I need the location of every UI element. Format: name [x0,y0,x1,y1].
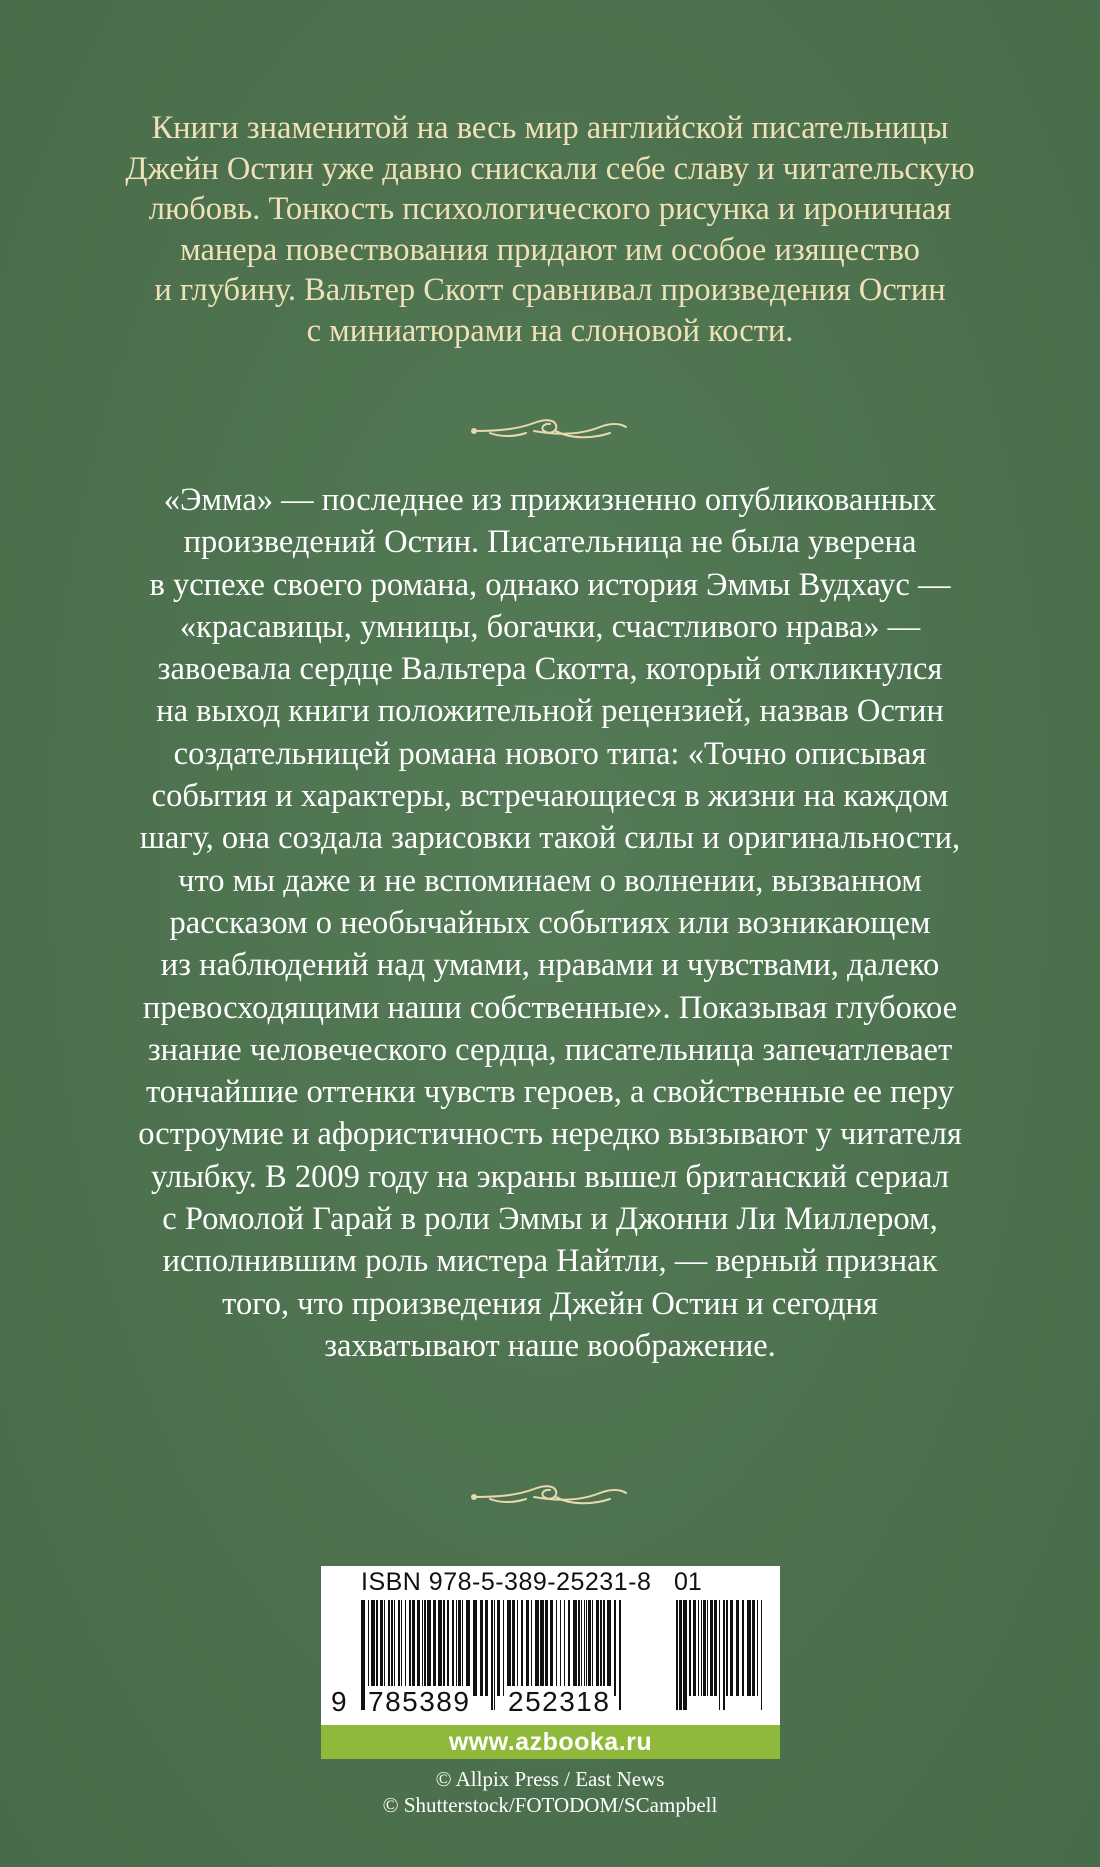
isbn-label: ISBN 978-5-389-25231-8 [361,1568,652,1596]
barcode-bar [689,1600,691,1696]
description-paragraph [0,479,1100,1367]
barcode-bar [560,1600,561,1696]
publisher-url: www.azbooka.ru [321,1725,780,1759]
flourish-divider-icon [470,411,630,445]
barcode-bar [380,1600,383,1696]
intro-line: Джейн Остин уже давно снискали себе славу и читательскую [125,150,975,187]
barcode-bar [427,1600,431,1696]
barcode-bar [424,1600,426,1696]
barcode-bar [714,1600,717,1696]
description-line: рассказом о необычайных событиях или возникающем [169,904,931,941]
barcode-bar [485,1600,488,1696]
barcode-digits [327,1686,657,1722]
barcode-bar [726,1600,728,1696]
barcode-bar [757,1600,758,1696]
barcode-bar [521,1600,523,1696]
barcode-bar [581,1600,582,1696]
barcode-bar [391,1600,393,1696]
barcode-bar [456,1600,457,1696]
barcode-bar [693,1600,696,1696]
barcode-bar [384,1600,385,1696]
barcode-bar [507,1600,511,1696]
barcode-bar [596,1600,599,1696]
flourish-divider-icon [470,1477,630,1511]
barcode-bar [723,1600,725,1710]
description-line: завоевала сердце Вальтера Скотта, который откликнулся [157,651,943,688]
intro-line: и глубину. Вальтер Скотт сравнивал произведения Остин [154,272,946,308]
barcode-bar [614,1600,616,1696]
description-line: улыбку. В 2009 году на экраны вышел британский сериал [151,1158,949,1195]
description-line: исполнившим роль мистера Найтли, — верный признак [162,1243,938,1280]
barcode-digit-group-2: 252318 [505,1686,613,1718]
intro-line: манера повествования придают им особое изящество [180,231,920,268]
credit-line: © Allpix Press / East News [435,1767,665,1791]
barcode-bar [443,1600,445,1696]
barcode-addon-label: 01 [674,1568,702,1596]
barcode-bar [388,1600,390,1696]
description-line: «Эмма» — последнее из прижизненно опубликованных [163,482,937,518]
description-line: тончайшие оттенки чувств героев, а свойственные ее перу [146,1074,954,1111]
description-line: из наблюдений над умами, нравами и чувствами, далеко [160,947,940,984]
barcode-bar [603,1600,605,1696]
barcode-bar [394,1600,395,1696]
barcode-bar [412,1600,415,1696]
barcode-bar [401,1600,402,1696]
barcode-bar [588,1600,591,1696]
barcode-bar [480,1600,483,1696]
barcode-bar [535,1600,539,1696]
barcode-bar [462,1600,463,1696]
barcode-bar [473,1600,477,1696]
barcode-digit-group-1: 785389 [365,1686,473,1718]
description-line: превосходящими наши собственные». Показывая глубокое [142,989,958,1026]
barcode-bar [578,1600,580,1696]
barcode-bar [422,1600,423,1696]
intro-line: Книги знаменитой на весь мир английской писательницы [151,110,949,146]
barcode-panel [321,1566,780,1725]
barcode-bar [683,1600,687,1710]
barcode-bar [433,1600,436,1696]
barcode-bar [517,1600,518,1696]
barcode-bar [447,1600,449,1696]
description-line: шагу, она создала зарисовки такой силы и оригинальности, [139,820,961,857]
description-line: с Ромолой Гарай в роли Эммы и Джонни Ли Миллером, [162,1201,938,1238]
barcode-bar [742,1600,744,1696]
barcode-bar [707,1600,708,1696]
barcode-digit-first: 9 [331,1686,347,1717]
barcode-bar [526,1600,529,1696]
barcode-bar [736,1600,739,1696]
intro-line: любовь. Тонкость психологического рисунка и ироничная [148,191,952,227]
barcode-bar [540,1600,544,1696]
barcode-bar [409,1600,411,1696]
barcode-bar [703,1600,706,1696]
description-line: того, что произведения Джейн Остин и сегодня [222,1285,878,1322]
description-line: произведений Остин. Писательница не была уверена [183,524,917,561]
description-line: остроумие и афористичность нередко вызывают у читателя [138,1116,962,1153]
barcode-bar [607,1600,611,1696]
barcode-bar [497,1600,500,1696]
barcode-bar [376,1600,378,1696]
description-line: создательницей романа нового типа: «Точно описывая [173,735,927,772]
barcode-bar [747,1600,751,1696]
barcode-bar [438,1600,442,1696]
barcode-bar [719,1600,720,1710]
barcode-bar [405,1600,406,1696]
barcode-bar [698,1600,699,1696]
barcode-bar [730,1600,733,1696]
barcode-bar [503,1600,504,1696]
barcode-addon-bars [676,1600,766,1710]
credit-line: © Shutterstock/FOTODOM/SCampbell [382,1793,718,1817]
description-line: что мы даже и не вспоминаем о волнении, вызванном [178,862,922,899]
intro-line: с миниатюрами на слоновой кости. [306,312,794,349]
barcode-bar [761,1600,762,1710]
barcode-bar [466,1600,470,1696]
barcode-bar [701,1600,702,1696]
barcode-bar [592,1600,593,1696]
barcode-bar [550,1600,553,1696]
barcode-bar [573,1600,577,1696]
barcode-bar [545,1600,548,1696]
description-line: знание человеческого сердца, писательница запечатлевает [147,1031,953,1068]
barcode-bar [512,1600,515,1696]
barcode-bar [586,1600,587,1696]
barcode-bar [676,1600,678,1710]
barcode-bar [458,1600,461,1696]
photo-credits [0,1766,1100,1818]
barcode-bar [568,1600,570,1696]
barcode-bar [556,1600,557,1696]
barcode-bar [710,1600,713,1696]
description-line: на выход книги положительной рецензией, назвав Остин [156,693,944,730]
barcode-bar [679,1600,682,1710]
barcode-bar [584,1600,585,1696]
barcode-bar [752,1600,755,1696]
barcode-bar [398,1600,400,1696]
barcode-bar [600,1600,602,1696]
description-line: в успехе своего романа, однако история Эммы Вудхаус — [149,566,951,603]
description-line: события и характеры, встречающиеся в жизни на каждом [151,778,949,815]
barcode-bar [417,1600,420,1696]
barcode-bar [531,1600,532,1696]
barcode-bar [452,1600,454,1696]
barcode-bar [564,1600,565,1696]
description-line: захватывают наше воображение. [324,1327,776,1364]
description-line: «красавицы, умницы, богачки, счастливого нрава» — [179,608,921,645]
intro-paragraph [0,108,1100,351]
